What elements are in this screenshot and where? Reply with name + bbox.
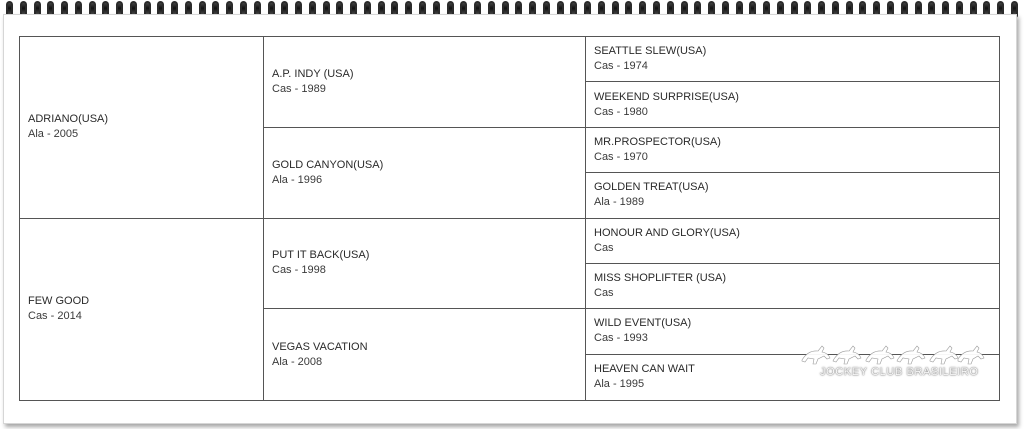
pedigree-grandparent[interactable] (264, 219, 586, 310)
horse-name: ADRIANO(USA) (28, 113, 109, 126)
horse-name: WILD EVENT(USA) (594, 317, 692, 330)
horse-name: GOLD CANYON(USA) (272, 158, 384, 171)
pedigree-great-grandparent[interactable] (586, 219, 999, 264)
horse-name: VEGAS VACATION (272, 340, 368, 353)
pedigree-grandparent[interactable] (264, 309, 586, 400)
horse-info: Cas (594, 287, 614, 300)
pedigree-sire[interactable] (20, 37, 264, 219)
pedigree-grandparent[interactable] (264, 37, 586, 128)
pedigree-great-grandparent[interactable] (586, 309, 999, 354)
watermark-text: JOCKEY CLUB BRASILEIRO (820, 366, 979, 378)
horse-info: Cas - 2014 (28, 310, 82, 323)
horse-info: Cas - 1970 (594, 150, 648, 163)
horse-name: A.P. INDY (USA) (272, 67, 354, 80)
pedigree-dam[interactable] (20, 219, 264, 401)
pedigree-great-grandparent[interactable] (586, 128, 999, 173)
horse-name: MR.PROSPECTOR(USA) (594, 135, 721, 148)
horse-name: MISS SHOPLIFTER (USA) (594, 272, 727, 285)
horse-info: Cas - 1974 (594, 60, 648, 73)
pedigree-great-grandparent[interactable] (586, 37, 999, 82)
horse-info: Cas - 1980 (594, 105, 648, 118)
pedigree-great-grandparent[interactable] (586, 82, 999, 127)
pedigree-grandparent[interactable] (264, 128, 586, 219)
horse-name: HONOUR AND GLORY(USA) (594, 226, 740, 239)
horse-info: Cas (594, 241, 614, 254)
horse-info: Cas - 1989 (272, 82, 326, 95)
pedigree-great-grandparent[interactable] (586, 173, 999, 218)
pedigree-great-grandparent[interactable] (586, 264, 999, 309)
horse-info: Ala - 2005 (28, 128, 79, 141)
horse-name: HEAVEN CAN WAIT (594, 363, 695, 376)
horse-name: WEEKEND SURPRISE(USA) (594, 90, 739, 103)
horse-name: SEATTLE SLEW(USA) (594, 45, 707, 58)
horse-info: Cas - 1998 (272, 264, 326, 277)
horse-info: Ala - 2008 (272, 355, 323, 368)
horse-name: PUT IT BACK(USA) (272, 249, 370, 262)
horse-info: Ala - 1996 (272, 173, 323, 186)
pedigree-great-grandparent[interactable] (586, 355, 999, 400)
horse-name: GOLDEN TREAT(USA) (594, 181, 709, 194)
horse-name: FEW GOOD (28, 295, 90, 308)
horse-info: Ala - 1995 (594, 378, 645, 391)
horse-info: Ala - 1989 (594, 196, 645, 209)
pedigree-table (19, 36, 1000, 401)
horse-info: Cas - 1993 (594, 332, 648, 345)
